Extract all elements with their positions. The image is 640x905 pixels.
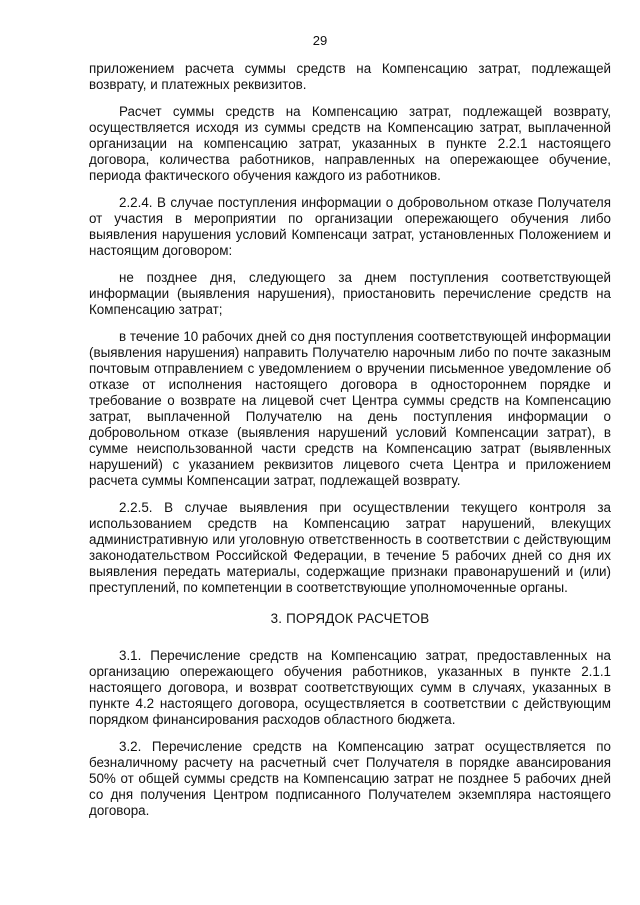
paragraph-suspend-transfer: не позднее дня, следующего за днем поступления соответствующей информации (выявления нарушения), приостановить перечисление средств на Компенсацию затрат; [89,270,611,317]
paragraph-3-1: 3.1. Перечисление средств на Компенсацию затрат, предоставленных на организацию опережающего обучения работников, указанных в пункте 2.1.1 настоящего договора, и возврат соответствующих сумм в случаях, указанных в пункте 4.2 настоящего договора, осуществляется в соответствии с действующим порядком финансирования расходов областного бюджета. [89,648,611,727]
paragraph-2-2-5: 2.2.5. В случае выявления при осуществлении текущего контроля за использованием средств на Компенсацию затрат нарушений, влекущих административную или уголовную ответственность в соответствии с действующим законодательством Российской Федерации, в течение 5 рабочих дней со дня их выявления передать материалы, содержащие признаки правонарушений и (или) преступлений, по компетенции в соответствующие уполномоченные органы. [89,500,611,595]
paragraph-continuation: приложением расчета суммы средств на Компенсацию затрат, подлежащей возврату, и платежных реквизитов. [89,61,611,92]
section-heading: 3. ПОРЯДОК РАСЧЕТОВ [270,611,430,626]
page-number: 29 [312,33,328,48]
paragraph-2-2-4: 2.2.4. В случае поступления информации о добровольном отказе Получателя от участия в мероприятии по организации опережающего обучения либо выявления нарушения условий Компенсаци затрат, установленных Положением и настоящим договором: [89,195,611,258]
document-body [89,61,611,830]
paragraph-refund-calculation: Расчет суммы средств на Компенсацию затрат, подлежащей возврату, осуществляется исходя из суммы средств на Компенсацию затрат, выплаченной организации на компенсацию затрат, указанных в пункте 2.2.1 настоящего договора, количества работников, направленных на опережающее обучение, периода фактического обучения каждого из работников. [89,104,611,183]
paragraph-3-2: 3.2. Перечисление средств на Компенсацию затрат осуществляется по безналичному расчету на расчетный счет Получателя в порядке авансирования 50% от общей суммы средств на Компенсацию затрат не позднее 5 рабочих дней со дня получения Центром подписанного Получателем экземпляра настоящего договора. [89,739,611,818]
paragraph-notification: в течение 10 рабочих дней со дня поступления соответствующей информации (выявления нарушения) направить Получателю нарочным либо по почте заказным почтовым отправлением с уведомлением о вручении письменное уведомление об отказе от исполнения настоящего договора в одностороннем порядке и требование о возврате на лицевой счет Центра суммы средств на Компенсацию затрат, выплаченной Получателю на день поступления информации о добровольном отказе (выявления нарушений условий Компенсации затрат), в сумме неиспользованной части средств на Компенсацию затрат (выявленных нарушений) с указанием реквизитов лицевого счета Центра и приложением расчета суммы Компенсации затрат, подлежащей возврату. [89,329,611,488]
